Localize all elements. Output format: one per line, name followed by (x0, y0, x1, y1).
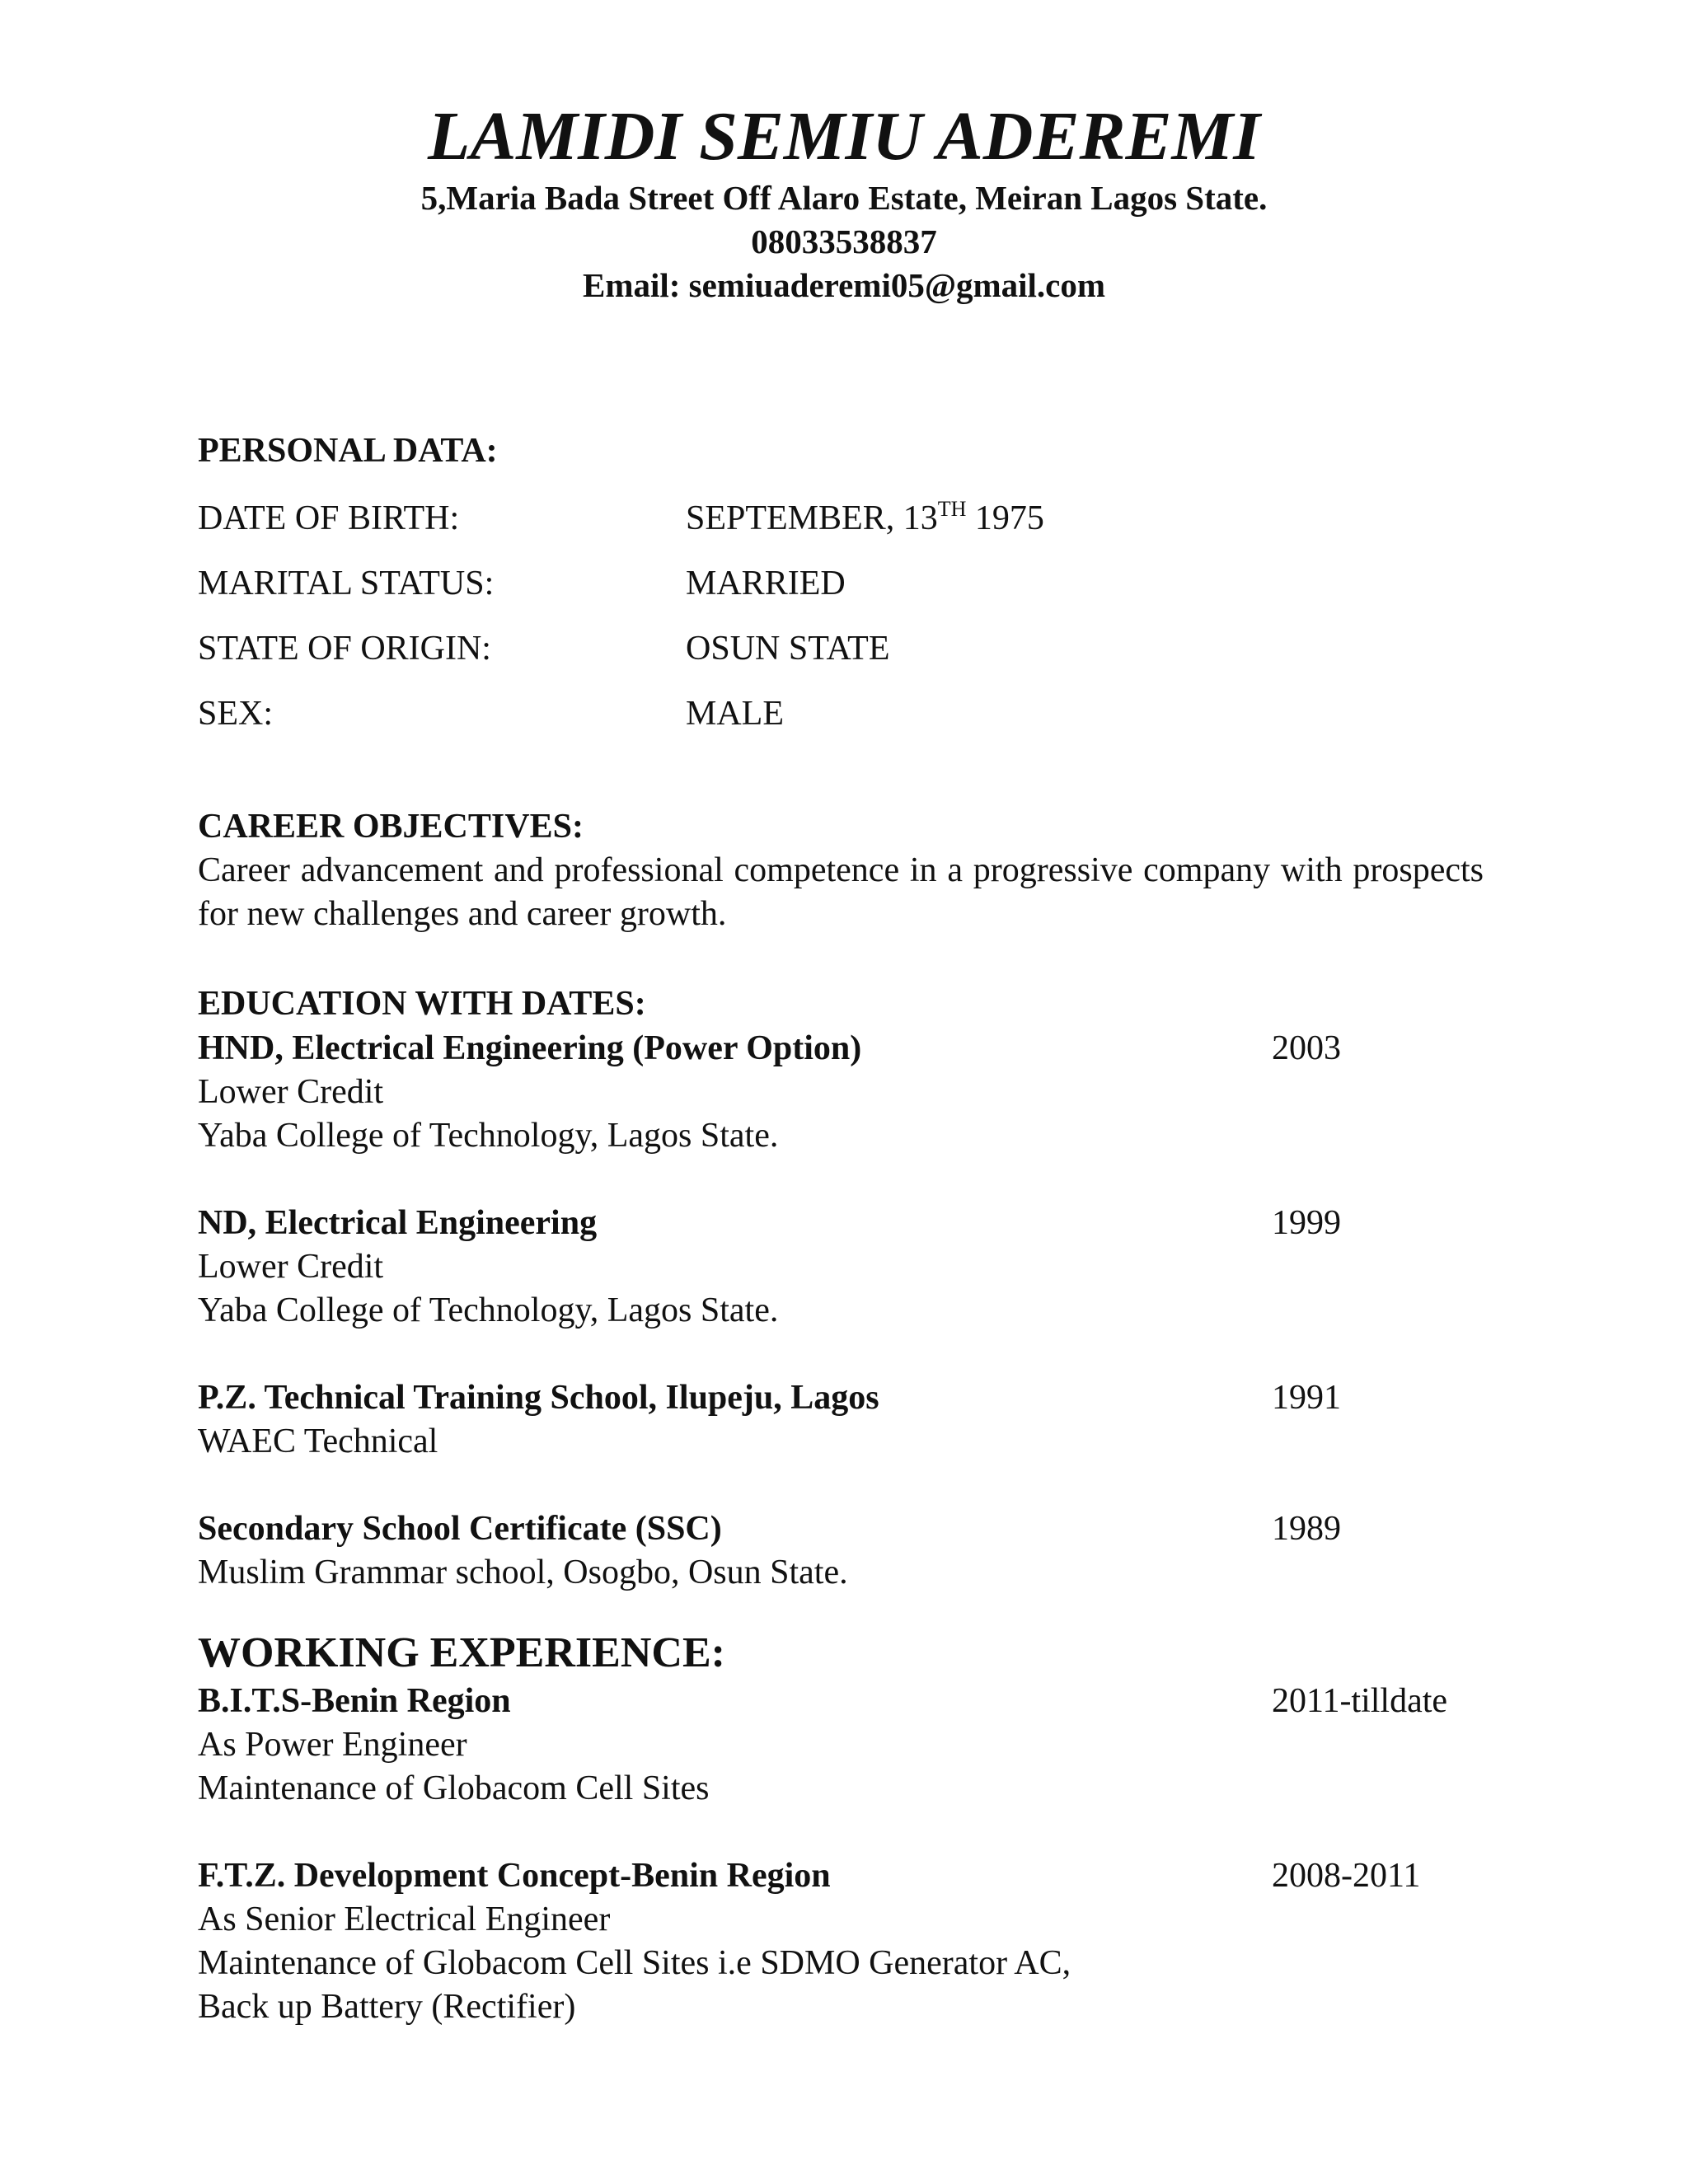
personal-row (198, 486, 1484, 551)
experience-entry (198, 1854, 1484, 2029)
entry-line: Maintenance of Globacom Cell Sites i.e SDMO Generator AC, (198, 1944, 1071, 1982)
resume-body (198, 429, 1484, 2029)
education-entry (198, 1507, 1484, 1595)
entry-line: As Power Engineer (198, 1726, 467, 1764)
entry-line: Back up Battery (Rectifier) (198, 1988, 576, 2026)
entry-title-row (198, 1026, 1484, 1071)
entry-date: 1989 (1272, 1510, 1341, 1548)
entry-date: 2008-2011 (1272, 1857, 1421, 1895)
entry-date: 2003 (1272, 1029, 1341, 1067)
entry-date: 1991 (1272, 1379, 1341, 1417)
entry-title: P.Z. Technical Training School, Ilupeju, Lagos (198, 1379, 879, 1417)
email: Email: semiuaderemi05@gmail.com (582, 266, 1106, 304)
entry-title-row (198, 1507, 1484, 1551)
entry-line: WAEC Technical (198, 1422, 438, 1460)
personal-value: MALE (686, 695, 784, 733)
personal-label: DATE OF BIRTH: (198, 499, 460, 537)
experience-section (198, 1628, 1484, 2029)
personal-row (198, 551, 1484, 616)
entry-title: F.T.Z. Development Concept-Benin Region (198, 1857, 831, 1895)
entry-line: Maintenance of Globacom Cell Sites (198, 1769, 710, 1807)
entry-title: B.I.T.S-Benin Region (198, 1682, 511, 1720)
education-entry (198, 1376, 1484, 1464)
entry-date: 2011-tilldate (1272, 1682, 1448, 1720)
entry-line: Yaba College of Technology, Lagos State. (198, 1117, 779, 1155)
personal-data-section (198, 429, 1484, 747)
education-entry (198, 1201, 1484, 1333)
personal-label: SEX: (198, 695, 274, 733)
ordinal-suffix: TH (937, 497, 967, 521)
entry-title-row (198, 1854, 1484, 1898)
applicant-name: LAMIDI SEMIU ADEREMI (428, 98, 1260, 175)
entry-title: ND, Electrical Engineering (198, 1204, 598, 1242)
personal-value: SEPTEMBER, 13TH 1975 (686, 497, 1044, 537)
entry-date: 1999 (1272, 1204, 1341, 1242)
entry-title: HND, Electrical Engineering (Power Option) (198, 1029, 862, 1067)
personal-value: OSUN STATE (686, 630, 890, 668)
entry-line: Muslim Grammar school, Osogbo, Osun State. (198, 1554, 848, 1591)
entry-title-row (198, 1201, 1484, 1245)
entry-line: Lower Credit (198, 1073, 384, 1111)
address: 5,Maria Bada Street Off Alaro Estate, Meiran Lagos State. (420, 179, 1268, 217)
phone-number: 08033538837 (751, 223, 937, 260)
career-objectives-section (198, 804, 1484, 936)
personal-label: STATE OF ORIGIN: (198, 630, 491, 668)
entry-line: Lower Credit (198, 1248, 384, 1286)
education-section (198, 982, 1484, 1595)
personal-value: MARRIED (686, 565, 846, 602)
entry-line: As Senior Electrical Engineer (198, 1900, 611, 1938)
resume-header (0, 97, 1688, 307)
personal-label: MARITAL STATUS: (198, 565, 495, 602)
education-heading: EDUCATION WITH DATES: (198, 985, 646, 1023)
experience-heading: WORKING EXPERIENCE: (198, 1629, 725, 1676)
experience-entry (198, 1679, 1484, 1811)
personal-row (198, 682, 1484, 747)
personal-data-heading: PERSONAL DATA: (198, 432, 498, 470)
entry-title: Secondary School Certificate (SSC) (198, 1510, 722, 1548)
entry-title-row (198, 1376, 1484, 1420)
education-entry (198, 1026, 1484, 1158)
career-objectives-text: Career advancement and professional competence in a progressive company with prospects for new challenges and career growth. (198, 851, 1484, 933)
entry-line: Yaba College of Technology, Lagos State. (198, 1291, 779, 1329)
personal-row (198, 616, 1484, 682)
career-objectives-heading: CAREER OBJECTIVES: (198, 808, 584, 846)
entry-title-row (198, 1679, 1484, 1723)
